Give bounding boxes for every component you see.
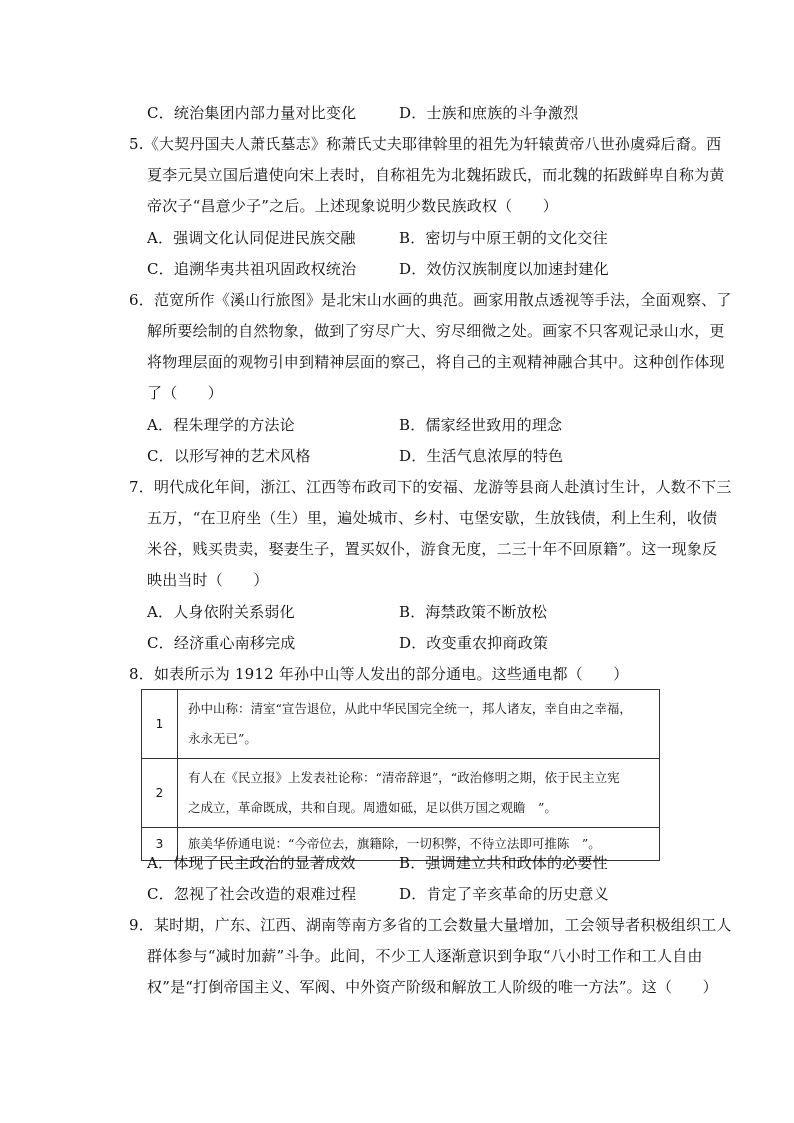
table-row-number: 3 bbox=[142, 828, 178, 861]
q6-option-a: A．程朱理学的方法论 bbox=[147, 416, 295, 434]
q5-stem-line-1: 5.《大契丹国夫人萧氏墓志》称萧氏丈夫耶律斡里的祖先为轩辕黄帝八世孙虞舜后裔。西 bbox=[129, 135, 722, 153]
q5-option-d: D．效仿汉族制度以加速封建化 bbox=[399, 260, 609, 278]
q7-stem-line-1: 7．明代成化年间，浙江、江西等布政司下的安福、龙游等县商人赴滇讨生计，人数不下三 bbox=[129, 478, 732, 496]
q8-stem: 8．如表所示为 1912 年孙中山等人发出的部分通电。这些通电都（ ） bbox=[129, 665, 629, 683]
q8-telegram-table bbox=[141, 689, 660, 861]
q8-option-a: A．体现了民主政治的显著成效 bbox=[147, 854, 356, 872]
q4-option-d: D．士族和庶族的斗争激烈 bbox=[399, 104, 579, 122]
table-cell-line: 孙中山称：清室“宣告退位，从此中华民国完全统一，邦人诸友，幸自由之幸福， bbox=[188, 701, 632, 716]
q5-option-b: B．密切与中原王朝的文化交往 bbox=[399, 229, 608, 247]
q6-stem-line-3: 将物理层面的观物引申到精神层面的察己，将自己的主观精神融合其中。这种创作体现 bbox=[147, 353, 725, 371]
q8-option-c: C．忽视了社会改造的艰难过程 bbox=[147, 885, 357, 903]
q7-stem-line-4: 映出当时（ ） bbox=[147, 571, 269, 589]
q5-option-c: C．追溯华夷共祖巩固政权统治 bbox=[147, 260, 357, 278]
q6-option-b: B．儒家经世致用的理念 bbox=[399, 416, 563, 434]
q5-stem-line-2: 夏李元昊立国后遣使向宋上表时，自称祖先为北魏拓跋氏，而北魏的拓跋鲜卑自称为黄 bbox=[147, 166, 725, 184]
table-cell-line: 有人在《民立报》上发表社论称：“清帝辞退”，“政治修明之期，依于民主立宪 bbox=[188, 770, 620, 785]
q9-stem-line-2: 群体参与“减时加薪”斗争。此间，不少工人逐渐意识到争取“八小时工作和工人自由 bbox=[147, 947, 703, 965]
table-cell-line: 之成立，革命既成，共和自现。周遗如砥，足以供万国之观瞻 ”。 bbox=[188, 800, 557, 815]
table-row bbox=[142, 759, 660, 828]
q4-option-c: C．统治集团内部力量对比变化 bbox=[147, 104, 357, 122]
table-cell-text bbox=[178, 759, 660, 828]
table-cell-text bbox=[178, 690, 660, 759]
q5-stem-line-3: 帝次子“昌意少子”之后。上述现象说明少数民族政权（ ） bbox=[147, 197, 558, 215]
q7-option-b: B．海禁政策不断放松 bbox=[399, 603, 548, 621]
q7-option-d: D．改变重农抑商政策 bbox=[399, 634, 549, 652]
q5-option-a: A．强调文化认同促进民族交融 bbox=[147, 229, 356, 247]
q8-option-b: B．强调建立共和政体的必要性 bbox=[399, 854, 608, 872]
q9-stem-line-3: 权”是“打倒帝国主义、军阀、中外资产阶级和解放工人阶级的唯一方法”。这（ ） bbox=[147, 978, 718, 996]
table-cell-line: 永永无已”。 bbox=[188, 731, 257, 746]
q7-option-c: C．经济重心南移完成 bbox=[147, 634, 296, 652]
q9-stem-line-1: 9．某时期，广东、江西、湖南等南方多省的工会数量大量增加，工会领导者积极组织工人 bbox=[129, 916, 732, 934]
q6-option-d: D．生活气息浓厚的特色 bbox=[399, 447, 564, 465]
q6-stem-line-4: 了（ ） bbox=[147, 384, 224, 402]
q7-stem-line-2: 五万，“在卫府坐（生）里，遍处城市、乡村、屯堡安歇，生放钱债，利上生利，收债 bbox=[147, 509, 718, 527]
q6-option-c: C．以形写神的艺术风格 bbox=[147, 447, 311, 465]
q8-option-d: D．肯定了辛亥革命的历史意义 bbox=[399, 885, 609, 903]
table-row-number: 1 bbox=[142, 690, 178, 759]
q6-stem-line-2: 解所要绘制的自然物象，做到了穷尽广大、穷尽细微之处。画家不只客观记录山水，更 bbox=[147, 322, 725, 340]
table-row-number: 2 bbox=[142, 759, 178, 828]
q7-option-a: A．人身依附关系弱化 bbox=[147, 603, 295, 621]
q7-stem-line-3: 米谷，贱买贵卖，娶妻生子，置买奴仆，游食无度，二三十年不回原籍”。这一现象反 bbox=[147, 540, 718, 558]
table-cell-line: 旅美华侨通电说：“今帝位去，旗籍除，一切积弊，不待立法即可推陈 ”。 bbox=[188, 836, 601, 851]
table-row bbox=[142, 690, 660, 759]
q6-stem-line-1: 6．范宽所作《溪山行旅图》是北宋山水画的典范。画家用散点透视等手法，全面观察、了 bbox=[129, 291, 732, 309]
